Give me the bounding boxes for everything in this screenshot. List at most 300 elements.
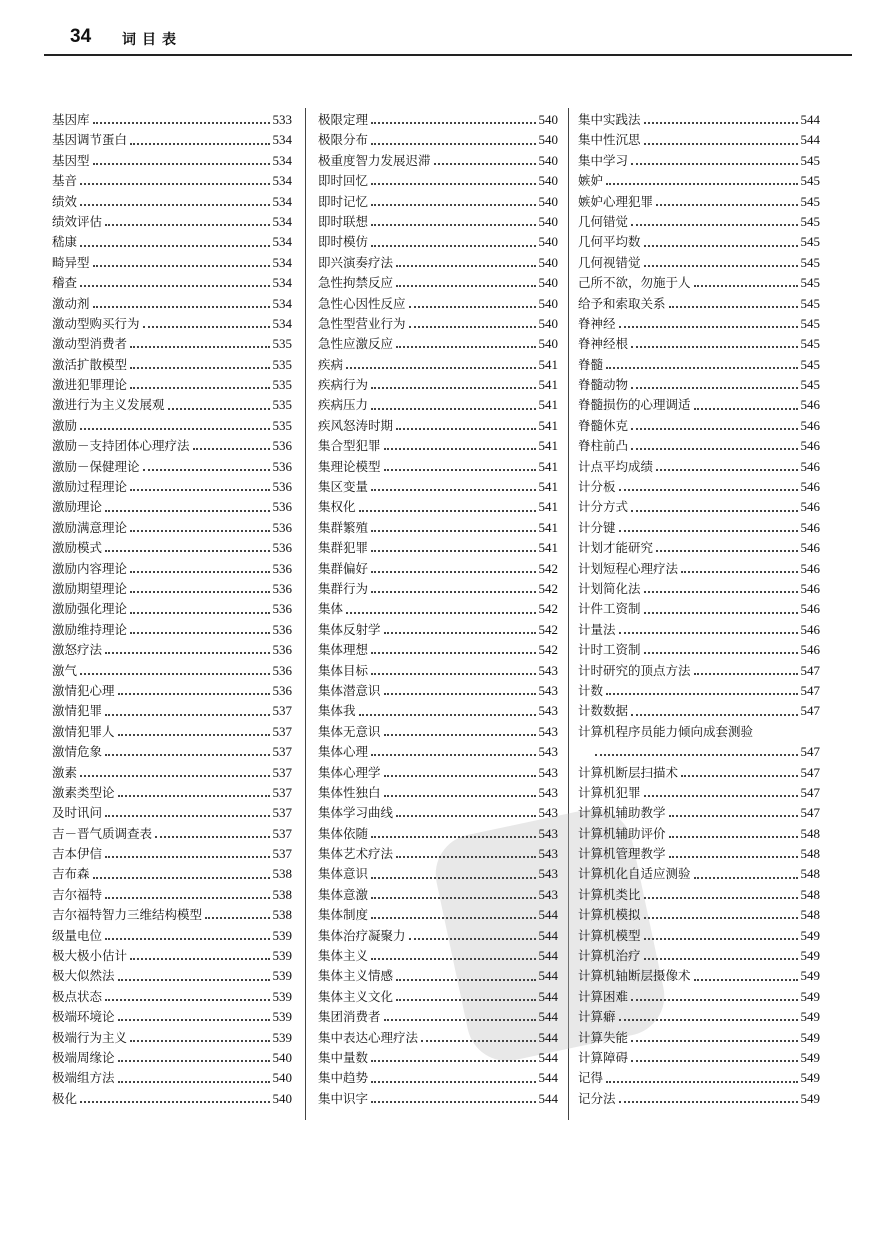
entry-page-number: 537 <box>272 846 292 862</box>
index-entry <box>52 355 292 375</box>
entry-term: 疾病行为 <box>318 377 369 393</box>
leader-dots <box>105 652 269 654</box>
index-entry <box>52 559 292 579</box>
index-entry <box>52 1007 292 1027</box>
entry-term: 激情危象 <box>52 744 103 760</box>
entry-term: 计分键 <box>578 519 616 535</box>
index-entry <box>52 742 292 762</box>
index-entry <box>52 477 292 497</box>
entry-page-number: 536 <box>272 479 292 495</box>
index-entry <box>318 640 558 660</box>
index-entry <box>318 864 558 884</box>
leader-dots <box>409 306 536 308</box>
index-entry <box>578 273 820 293</box>
leader-dots <box>371 591 535 593</box>
entry-page-number: 536 <box>272 621 292 637</box>
entry-page-number: 540 <box>538 213 558 229</box>
index-entry <box>578 212 820 232</box>
entry-page-number: 545 <box>800 275 820 291</box>
index-entry <box>52 905 292 925</box>
entry-term: 集体反射学 <box>318 621 381 637</box>
leader-dots <box>631 714 797 716</box>
entry-page-number: 547 <box>800 662 820 678</box>
entry-term: 集体意激 <box>318 886 369 902</box>
leader-dots <box>619 632 798 634</box>
entry-page-number: 545 <box>800 315 820 331</box>
index-entry <box>318 294 558 314</box>
leader-dots <box>371 897 535 899</box>
index-entry <box>318 946 558 966</box>
index-entry <box>578 436 820 456</box>
entry-term: 集体潜意识 <box>318 682 381 698</box>
leader-dots <box>644 612 798 614</box>
entry-term: 集体制度 <box>318 907 369 923</box>
entry-page-number: 544 <box>538 907 558 923</box>
leader-dots <box>371 1060 535 1062</box>
index-entry <box>578 620 820 640</box>
entry-page-number: 540 <box>538 336 558 352</box>
leader-dots <box>631 999 797 1001</box>
index-entry <box>318 803 558 823</box>
entry-page-number: 541 <box>538 479 558 495</box>
entry-term: 计划简化法 <box>578 580 641 596</box>
entry-page-number: 545 <box>800 152 820 168</box>
index-entry <box>52 538 292 558</box>
leader-dots <box>371 652 535 654</box>
entry-page-number: 543 <box>538 723 558 739</box>
leader-dots <box>371 245 535 247</box>
entry-term: 激情犯心理 <box>52 682 115 698</box>
leader-dots <box>371 877 535 879</box>
entry-page-number: 540 <box>538 315 558 331</box>
entry-term: 计算机犯罪 <box>578 784 641 800</box>
entry-term: 激励理论 <box>52 499 103 515</box>
leader-dots <box>694 408 798 410</box>
leader-dots <box>130 958 269 960</box>
index-entry <box>318 1007 558 1027</box>
index-entry <box>52 844 292 864</box>
entry-page-number: 536 <box>272 540 292 556</box>
entry-term: 及时讯问 <box>52 805 103 821</box>
entry-term: 急性应激反应 <box>318 336 394 352</box>
index-entry <box>578 232 820 252</box>
index-entry <box>578 844 820 864</box>
index-entry <box>578 1007 820 1027</box>
index-entry <box>318 110 558 130</box>
entry-page-number: 546 <box>800 560 820 576</box>
index-entry <box>52 253 292 273</box>
entry-term: 基因型 <box>52 152 90 168</box>
entry-page-number: 540 <box>538 275 558 291</box>
entry-term: 即时回忆 <box>318 173 369 189</box>
entry-page-number: 548 <box>800 825 820 841</box>
leader-dots <box>396 265 535 267</box>
entry-term: 己所不欲，勿施于人 <box>578 275 691 291</box>
entry-page-number: 549 <box>800 1009 820 1025</box>
index-entry <box>52 192 292 212</box>
leader-dots <box>396 979 535 981</box>
leader-dots <box>118 1019 270 1021</box>
entry-term: 记得 <box>578 1070 604 1086</box>
leader-dots <box>619 530 798 532</box>
leader-dots <box>681 775 797 777</box>
leader-dots <box>371 754 535 756</box>
entry-term: 集体心理 <box>318 744 369 760</box>
entry-term: 极点状态 <box>52 988 103 1004</box>
entry-term: 激励－支持团体心理疗法 <box>52 438 190 454</box>
entry-page-number: 548 <box>800 866 820 882</box>
entry-page-number: 540 <box>272 1049 292 1065</box>
index-entry <box>52 824 292 844</box>
leader-dots <box>105 856 269 858</box>
entry-term: 吉－晋气质调查表 <box>52 825 153 841</box>
index-entry <box>578 457 820 477</box>
leader-dots <box>371 489 535 491</box>
column-divider <box>305 108 306 1120</box>
entry-page-number: 541 <box>538 519 558 535</box>
entry-page-number: 542 <box>538 580 558 596</box>
leader-dots <box>130 387 269 389</box>
leader-dots <box>619 326 798 328</box>
entry-term: 集体主义情感 <box>318 968 394 984</box>
index-entry <box>578 783 820 803</box>
index-entry <box>578 294 820 314</box>
entry-term: 集群偏好 <box>318 560 369 576</box>
index-entry <box>318 497 558 517</box>
index-entry <box>52 640 292 660</box>
entry-term: 激励 <box>52 417 78 433</box>
index-entry <box>318 212 558 232</box>
entry-page-number: 540 <box>538 132 558 148</box>
index-entry <box>52 701 292 721</box>
leader-dots <box>80 183 269 185</box>
entry-term: 基音 <box>52 173 78 189</box>
entry-page-number: 545 <box>800 213 820 229</box>
entry-term: 集体 <box>318 601 344 617</box>
entry-page-number: 534 <box>272 254 292 270</box>
entry-term: 急性拘禁反应 <box>318 275 394 291</box>
entry-page-number: 541 <box>538 417 558 433</box>
leader-dots <box>371 673 535 675</box>
entry-page-number: 549 <box>800 1070 820 1086</box>
entry-term: 激动型购买行为 <box>52 315 140 331</box>
leader-dots <box>359 510 536 512</box>
entry-page-number: 534 <box>272 193 292 209</box>
entry-page-number: 544 <box>538 1009 558 1025</box>
leader-dots <box>644 652 798 654</box>
index-entry <box>578 192 820 212</box>
leader-dots <box>619 1019 798 1021</box>
index-entry <box>578 885 820 905</box>
index-entry <box>52 314 292 334</box>
entry-term: 集群犯罪 <box>318 540 369 556</box>
entry-term: 极端周缘论 <box>52 1049 115 1065</box>
entry-term: 激励强化理论 <box>52 601 128 617</box>
index-entry <box>318 151 558 171</box>
entry-term: 极限定理 <box>318 112 369 127</box>
entry-term: 集体性独白 <box>318 784 381 800</box>
entry-term: 极大极小估计 <box>52 948 128 964</box>
entry-page-number: 545 <box>800 254 820 270</box>
leader-dots <box>396 428 535 430</box>
leader-dots <box>155 836 269 838</box>
leader-dots <box>396 285 535 287</box>
index-entry <box>52 1068 292 1088</box>
leader-dots <box>694 285 798 287</box>
entry-page-number: 536 <box>272 499 292 515</box>
leader-dots <box>93 265 270 267</box>
entry-page-number: 546 <box>800 519 820 535</box>
leader-dots <box>434 163 536 165</box>
entry-page-number: 543 <box>538 703 558 719</box>
leader-dots <box>384 795 536 797</box>
entry-term: 集团消费者 <box>318 1009 381 1025</box>
page-number: 34 <box>70 26 92 47</box>
entry-term: 激励内容理论 <box>52 560 128 576</box>
leader-dots <box>143 469 270 471</box>
leader-dots <box>80 673 269 675</box>
index-entry <box>52 171 292 191</box>
index-entry <box>52 457 292 477</box>
entry-page-number: 540 <box>538 193 558 209</box>
index-entry <box>52 926 292 946</box>
leader-dots <box>130 1040 269 1042</box>
leader-dots <box>644 245 798 247</box>
entry-page-number: 546 <box>800 458 820 474</box>
leader-dots <box>105 550 269 552</box>
entry-page-number: 543 <box>538 764 558 780</box>
index-entry <box>578 722 820 742</box>
entry-term: 计算机轴断层摄像术 <box>578 968 691 984</box>
entry-page-number: 540 <box>538 112 558 127</box>
entry-page-number: 536 <box>272 601 292 617</box>
entry-term: 几何视错觉 <box>578 254 641 270</box>
index-entry <box>318 599 558 619</box>
entry-term: 吉布森 <box>52 866 90 882</box>
entry-term: 极化 <box>52 1090 78 1106</box>
index-entry <box>318 661 558 681</box>
entry-page-number: 534 <box>272 132 292 148</box>
leader-dots <box>371 530 535 532</box>
entry-page-number: 544 <box>538 1029 558 1045</box>
entry-term: 激动剂 <box>52 295 90 311</box>
entry-term: 计划才能研究 <box>578 540 654 556</box>
entry-term: 吉尔福特智力三维结构模型 <box>52 907 203 923</box>
index-entry <box>318 436 558 456</box>
leader-dots <box>606 1081 797 1083</box>
index-entry <box>578 926 820 946</box>
index-entry <box>578 701 820 721</box>
leader-dots <box>384 1019 536 1021</box>
entry-page-number: 549 <box>800 1090 820 1106</box>
entry-term: 吉本伊信 <box>52 846 103 862</box>
index-entry <box>318 375 558 395</box>
entry-page-number: 539 <box>272 1029 292 1045</box>
entry-term: 给予和索取关系 <box>578 295 666 311</box>
entry-page-number: 536 <box>272 580 292 596</box>
entry-term: 极端组方法 <box>52 1070 115 1086</box>
entry-page-number: 546 <box>800 479 820 495</box>
entry-page-number: 543 <box>538 744 558 760</box>
entry-page-number: 540 <box>538 173 558 189</box>
index-entry <box>578 640 820 660</box>
leader-dots <box>371 408 535 410</box>
leader-dots <box>130 489 269 491</box>
entry-term: 集权化 <box>318 499 356 515</box>
leader-dots <box>371 1101 535 1103</box>
leader-dots <box>656 204 797 206</box>
leader-dots <box>130 632 269 634</box>
leader-dots <box>105 999 269 1001</box>
entry-page-number: 539 <box>272 988 292 1004</box>
index-entry <box>52 130 292 150</box>
index-entry <box>578 518 820 538</box>
index-entry <box>52 151 292 171</box>
entry-page-number: 534 <box>272 173 292 189</box>
entry-term: 激励模式 <box>52 540 103 556</box>
entry-page-number: 535 <box>272 336 292 352</box>
entry-term: 集体主义 <box>318 948 369 964</box>
leader-dots <box>118 734 270 736</box>
entry-term: 计时工资制 <box>578 642 641 658</box>
entry-term: 激励满意理论 <box>52 519 128 535</box>
index-entry <box>52 681 292 701</box>
entry-term: 几何平均数 <box>578 234 641 250</box>
leader-dots <box>371 958 535 960</box>
index-entry <box>578 375 820 395</box>
index-entry <box>52 885 292 905</box>
index-entry <box>52 212 292 232</box>
index-entry <box>318 926 558 946</box>
entry-term: 级量电位 <box>52 927 103 943</box>
entry-term: 集群繁殖 <box>318 519 369 535</box>
entry-page-number: 545 <box>800 295 820 311</box>
entry-term: 计算机断层扫描术 <box>578 764 679 780</box>
entry-page-number: 543 <box>538 825 558 841</box>
leader-dots <box>130 571 269 573</box>
entry-page-number: 540 <box>272 1070 292 1086</box>
entry-term: 计分板 <box>578 479 616 495</box>
leader-dots <box>371 204 535 206</box>
leader-dots <box>371 387 535 389</box>
entry-page-number: 547 <box>800 784 820 800</box>
entry-page-number: 537 <box>272 764 292 780</box>
header-rule <box>44 54 852 56</box>
entry-term: 集体理想 <box>318 642 369 658</box>
entry-page-number: 534 <box>272 315 292 331</box>
leader-dots <box>130 346 269 348</box>
index-entry <box>578 681 820 701</box>
leader-dots <box>371 571 535 573</box>
leader-dots <box>384 469 536 471</box>
entry-term: 即兴演奏疗法 <box>318 254 394 270</box>
index-entry <box>52 864 292 884</box>
leader-dots <box>694 673 798 675</box>
entry-page-number: 544 <box>538 927 558 943</box>
entry-page-number: 547 <box>800 744 820 760</box>
index-entry <box>578 1048 820 1068</box>
entry-page-number: 538 <box>272 886 292 902</box>
entry-page-number: 539 <box>272 1009 292 1025</box>
leader-dots <box>80 428 269 430</box>
index-entry <box>52 599 292 619</box>
leader-dots <box>606 693 797 695</box>
leader-dots <box>80 1101 269 1103</box>
index-entry <box>52 1089 292 1109</box>
entry-page-number: 536 <box>272 458 292 474</box>
entry-page-number: 538 <box>272 866 292 882</box>
index-entry <box>52 375 292 395</box>
index-entry <box>578 314 820 334</box>
entry-page-number: 536 <box>272 642 292 658</box>
entry-term: 计算机程序员能力倾向成套测验 <box>578 723 754 739</box>
leader-dots <box>669 815 798 817</box>
entry-page-number: 542 <box>538 621 558 637</box>
leader-dots <box>143 326 270 328</box>
leader-dots <box>644 795 798 797</box>
leader-dots <box>118 979 270 981</box>
entry-term: 极大似然法 <box>52 968 115 984</box>
index-entry <box>318 620 558 640</box>
leader-dots <box>644 917 798 919</box>
entry-page-number: 537 <box>272 805 292 821</box>
entry-term: 计划短程心理疗法 <box>578 560 679 576</box>
entry-term: 激素类型论 <box>52 784 115 800</box>
entry-term: 集体我 <box>318 703 356 719</box>
entry-page-number: 537 <box>272 744 292 760</box>
entry-page-number: 536 <box>272 662 292 678</box>
index-entry <box>318 742 558 762</box>
entry-page-number: 544 <box>538 1049 558 1065</box>
index-entry <box>318 763 558 783</box>
entry-page-number: 534 <box>272 234 292 250</box>
index-entry <box>52 1028 292 1048</box>
index-entry <box>318 1068 558 1088</box>
entry-page-number: 544 <box>538 948 558 964</box>
entry-term: 基因库 <box>52 112 90 127</box>
entry-page-number: 536 <box>272 519 292 535</box>
leader-dots <box>384 693 536 695</box>
entry-term: 急性心因性反应 <box>318 295 406 311</box>
entry-term: 脊髓休克 <box>578 417 629 433</box>
entry-term: 计分方式 <box>578 499 629 515</box>
index-entry <box>318 1028 558 1048</box>
index-entry <box>578 171 820 191</box>
entry-page-number: 543 <box>538 662 558 678</box>
entry-page-number: 545 <box>800 377 820 393</box>
entry-term: 计算机辅助评价 <box>578 825 666 841</box>
entry-page-number: 545 <box>800 336 820 352</box>
leader-dots <box>396 999 535 1001</box>
entry-page-number: 535 <box>272 417 292 433</box>
index-entry <box>578 1068 820 1088</box>
leader-dots <box>105 510 269 512</box>
entry-page-number: 546 <box>800 499 820 515</box>
entry-page-number: 540 <box>538 152 558 168</box>
leader-dots <box>130 612 269 614</box>
entry-page-number: 534 <box>272 152 292 168</box>
entry-page-number: 543 <box>538 846 558 862</box>
entry-term: 计件工资制 <box>578 601 641 617</box>
entry-term: 计算机类比 <box>578 886 641 902</box>
entry-page-number: 538 <box>272 907 292 923</box>
leader-dots <box>619 1101 798 1103</box>
leader-dots <box>669 306 798 308</box>
index-entry <box>52 661 292 681</box>
leader-dots <box>118 693 270 695</box>
entry-page-number: 536 <box>272 560 292 576</box>
index-entry <box>52 436 292 456</box>
